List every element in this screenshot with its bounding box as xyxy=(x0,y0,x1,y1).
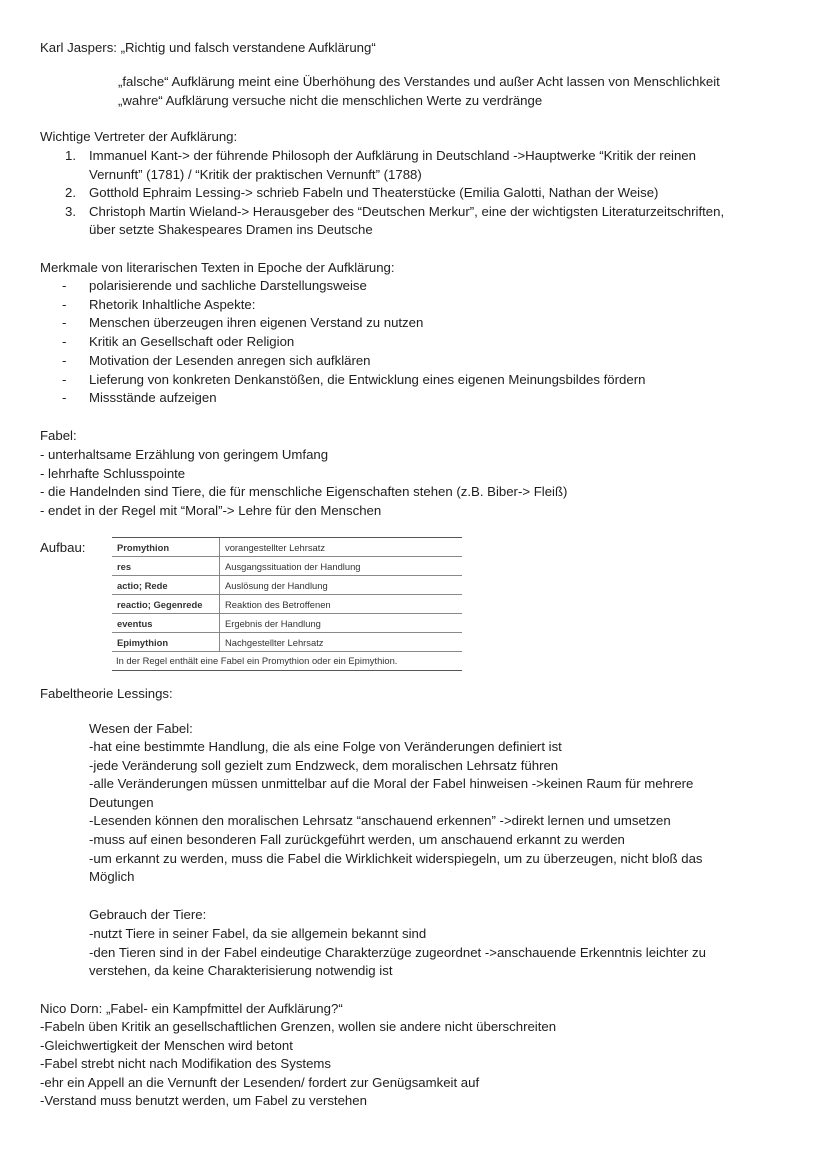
lessing-heading: Fabeltheorie Lessings: xyxy=(40,686,173,701)
list-item: -nutzt Tiere in seiner Fabel, da sie allgemein bekannt sind xyxy=(89,926,427,941)
list-item: - Menschen überzeugen ihren eigenen Verstand zu nutzen xyxy=(89,314,645,333)
list-item: - unterhaltsame Erzählung von geringem Umfang xyxy=(40,447,329,462)
table-row xyxy=(112,576,462,595)
list-item: -hat eine bestimmte Handlung, die als eine Folge von Veränderungen definiert ist xyxy=(89,739,562,754)
table-note: In der Regel enthält eine Fabel ein Promythion oder ein Epimythion. xyxy=(112,652,462,671)
tiere-heading: Gebrauch der Tiere: xyxy=(89,907,207,922)
jaspers-line: „falsche“ Aufklärung meint eine Überhöhung des Verstandes und außer Acht lassen von Menschlichkeit xyxy=(118,74,720,89)
table-row xyxy=(112,537,462,557)
table-term: reactio; Gegenrede xyxy=(112,595,220,613)
list-item: -Verstand muss benutzt werden, um Fabel zu verstehen xyxy=(40,1093,367,1109)
list-item: - polarisierende und sachliche Darstellungsweise xyxy=(89,277,645,296)
list-item: -Fabel strebt nicht nach Modifikation des Systems xyxy=(40,1056,331,1072)
item-line: Christoph Martin Wieland-> Herausgeber des “Deutschen Merkur”, eine der wichtigsten Literaturzeitschriften, xyxy=(89,203,725,219)
item-line: Gotthold Ephraim Lessing-> schrieb Fabeln und Theaterstücke (Emilia Galotti, Nathan der Weise) xyxy=(89,185,659,201)
list-item: - lehrhafte Schlusspointe xyxy=(40,465,186,481)
item-line: über setzte Shakespeares Dramen ins Deutsche xyxy=(89,222,373,238)
list-item: -muss auf einen besonderen Fall zurückgeführt werden, um anschauend erkannt zu werden xyxy=(89,831,625,847)
vertreter-heading: Wichtige Vertreter der Aufklärung: xyxy=(40,129,238,144)
table-term: res xyxy=(112,557,220,575)
jaspers-line: „wahre“ Aufklärung versuche nicht die menschlichen Werte zu verdränge xyxy=(118,92,543,108)
table-term: Promythion xyxy=(112,538,220,556)
table-desc: Reaktion des Betroffenen xyxy=(225,598,331,610)
list-item xyxy=(65,147,724,184)
fabel-list xyxy=(40,446,567,520)
item-number: 3. xyxy=(65,203,76,219)
wesen-list xyxy=(89,738,703,887)
table-term: Epimythion xyxy=(112,633,220,651)
list-item: - Motivation der Lesenden anregen sich aufklären xyxy=(89,352,645,371)
merkmale-heading: Merkmale von literarischen Texten in Epoche der Aufklärung: xyxy=(40,260,395,275)
table-row xyxy=(112,633,462,652)
list-item: -Gleichwertigkeit der Menschen wird betont xyxy=(40,1037,293,1053)
table-desc: Ergebnis der Handlung xyxy=(225,617,321,629)
list-item: verstehen, da keine Charakterisierung notwendig ist xyxy=(89,963,393,979)
item-number: 1. xyxy=(65,148,76,163)
item-line: Immanuel Kant-> der führende Philosoph der Aufklärung in Deutschland ->Hauptwerke “Kritik der reinen xyxy=(89,148,696,163)
jaspers-title: Karl Jaspers: „Richtig und falsch verstandene Aufklärung“ xyxy=(40,40,376,55)
fabel-heading: Fabel: xyxy=(40,428,77,443)
list-item: -den Tieren sind in der Fabel eindeutige Charakterzüge zugeordnet ->anschauende Erkenntnis leichter zu xyxy=(89,944,706,960)
list-item: Möglich xyxy=(89,869,135,885)
list-item: -um erkannt zu werden, muss die Fabel die Wirklichkeit widerspiegeln, um zu überzeugen, nicht bloß das xyxy=(89,850,703,866)
list-item: - Rhetorik Inhaltliche Aspekte: xyxy=(89,296,645,315)
aufbau-label: Aufbau: xyxy=(40,540,86,555)
wesen-heading: Wesen der Fabel: xyxy=(89,721,193,736)
list-item: - Kritik an Gesellschaft oder Religion xyxy=(89,333,645,352)
list-item: - die Handelnden sind Tiere, die für menschliche Eigenschaften stehen (z.B. Biber-> Fleiß) xyxy=(40,484,568,500)
jaspers-notes xyxy=(118,73,720,110)
list-item: -jede Veränderung soll gezielt zum Endzweck, dem moralischen Lehrsatz führen xyxy=(89,757,559,773)
item-line: Vernunft” (1781) / “Kritik der praktischen Vernunft” (1788) xyxy=(89,166,422,182)
list-item: - endet in der Regel mit “Moral”-> Lehre für den Menschen xyxy=(40,502,382,518)
dorn-list xyxy=(40,1018,556,1111)
item-number: 2. xyxy=(65,185,76,201)
list-item: -Lesenden können den moralischen Lehrsatz “anschauend erkennen” ->direkt lernen und umsetzen xyxy=(89,813,671,829)
list-item xyxy=(65,203,725,240)
merkmale-list xyxy=(89,277,645,408)
table-desc: vorangestellter Lehrsatz xyxy=(225,541,326,553)
table-row xyxy=(112,557,462,576)
list-item: - Missstände aufzeigen xyxy=(89,389,645,408)
list-item xyxy=(65,184,724,203)
table-term: actio; Rede xyxy=(112,576,220,594)
table-row xyxy=(112,595,462,614)
list-item: -ehr ein Appell an die Vernunft der Lesenden/ fordert zur Genügsamkeit auf xyxy=(40,1074,480,1090)
dorn-heading: Nico Dorn: „Fabel- ein Kampfmittel der Aufklärung?“ xyxy=(40,1001,343,1016)
list-item: - Lieferung von konkreten Denkanstößen, die Entwicklung eines eigenen Meinungsbildes fördern xyxy=(89,371,645,390)
table-row xyxy=(112,614,462,633)
table-desc: Nachgestellter Lehrsatz xyxy=(225,636,324,648)
list-item: Deutungen xyxy=(89,794,154,810)
aufbau-table xyxy=(112,537,462,671)
vertreter-list xyxy=(65,147,725,240)
list-item: -alle Veränderungen müssen unmittelbar auf die Moral der Fabel hinweisen ->keinen Raum für mehrere xyxy=(89,776,694,792)
list-item: -Fabeln üben Kritik an gesellschaftlichen Grenzen, wollen sie andere nicht überschreiten xyxy=(40,1019,557,1034)
table-desc: Auslösung der Handlung xyxy=(225,579,328,591)
table-term: eventus xyxy=(112,614,220,632)
table-desc: Ausgangssituation der Handlung xyxy=(225,560,361,572)
tiere-list xyxy=(89,925,706,981)
